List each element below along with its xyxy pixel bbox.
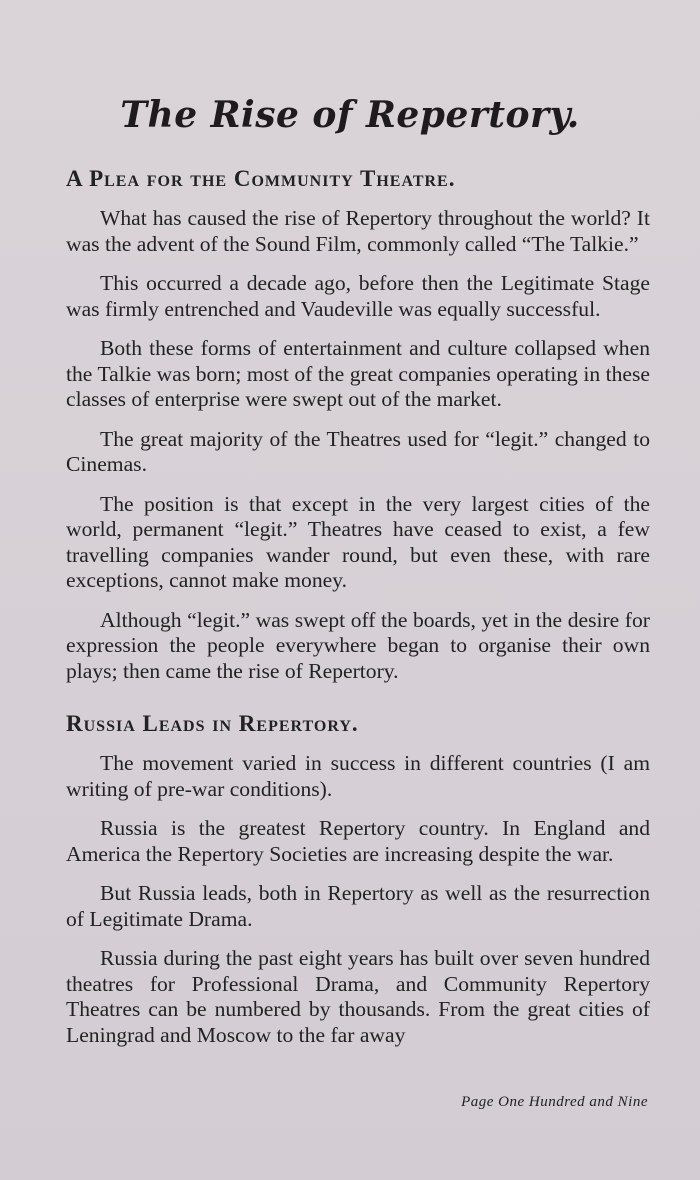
- paragraph: This occurred a decade ago, before then the Legitimate Stage was firmly entrenched and Vaudeville was equally successful.: [66, 271, 650, 321]
- paragraph: But Russia leads, both in Repertory as well as the resurrection of Legitimate Drama.: [66, 881, 650, 931]
- paragraph: Russia during the past eight years has built over seven hundred theatres for Professional Drama, and Community Repertory Theatres can be numbered by thousands. From the great cities of Leningrad and Moscow to the far away: [66, 946, 650, 1047]
- paragraph: The movement varied in success in different countries (I am writing of pre-war conditions).: [66, 751, 650, 801]
- page-body: [66, 166, 650, 1048]
- paragraph: What has caused the rise of Repertory throughout the world? It was the advent of the Sound Film, commonly called “The Talkie.”: [66, 206, 650, 256]
- page-title: The Rise of Repertory.: [120, 94, 580, 136]
- paragraph: The position is that except in the very largest cities of the world, permanent “legit.” Theatres have ceased to exist, a few travelling companies wander round, but even these, with rare exceptions, cannot make money.: [66, 491, 650, 592]
- paragraph: Although “legit.” was swept off the boards, yet in the desire for expression the people everywhere began to organise their own plays; then came the rise of Repertory.: [66, 607, 650, 683]
- paragraph: Both these forms of entertainment and culture collapsed when the Talkie was born; most of the great companies operating in these classes of enterprise were swept out of the market.: [66, 336, 650, 411]
- paragraph: Russia is the greatest Repertory country. In England and America the Repertory Societies are increasing despite the war.: [66, 816, 650, 866]
- paragraph: The great majority of the Theatres used for “legit.” changed to Cinemas.: [66, 426, 650, 476]
- section-heading-plea: A Plea for the Community Theatre.: [66, 166, 456, 191]
- page-number-footer: Page One Hundred and Nine: [461, 1094, 648, 1110]
- section-heading-russia: Russia Leads in Repertory.: [66, 711, 359, 736]
